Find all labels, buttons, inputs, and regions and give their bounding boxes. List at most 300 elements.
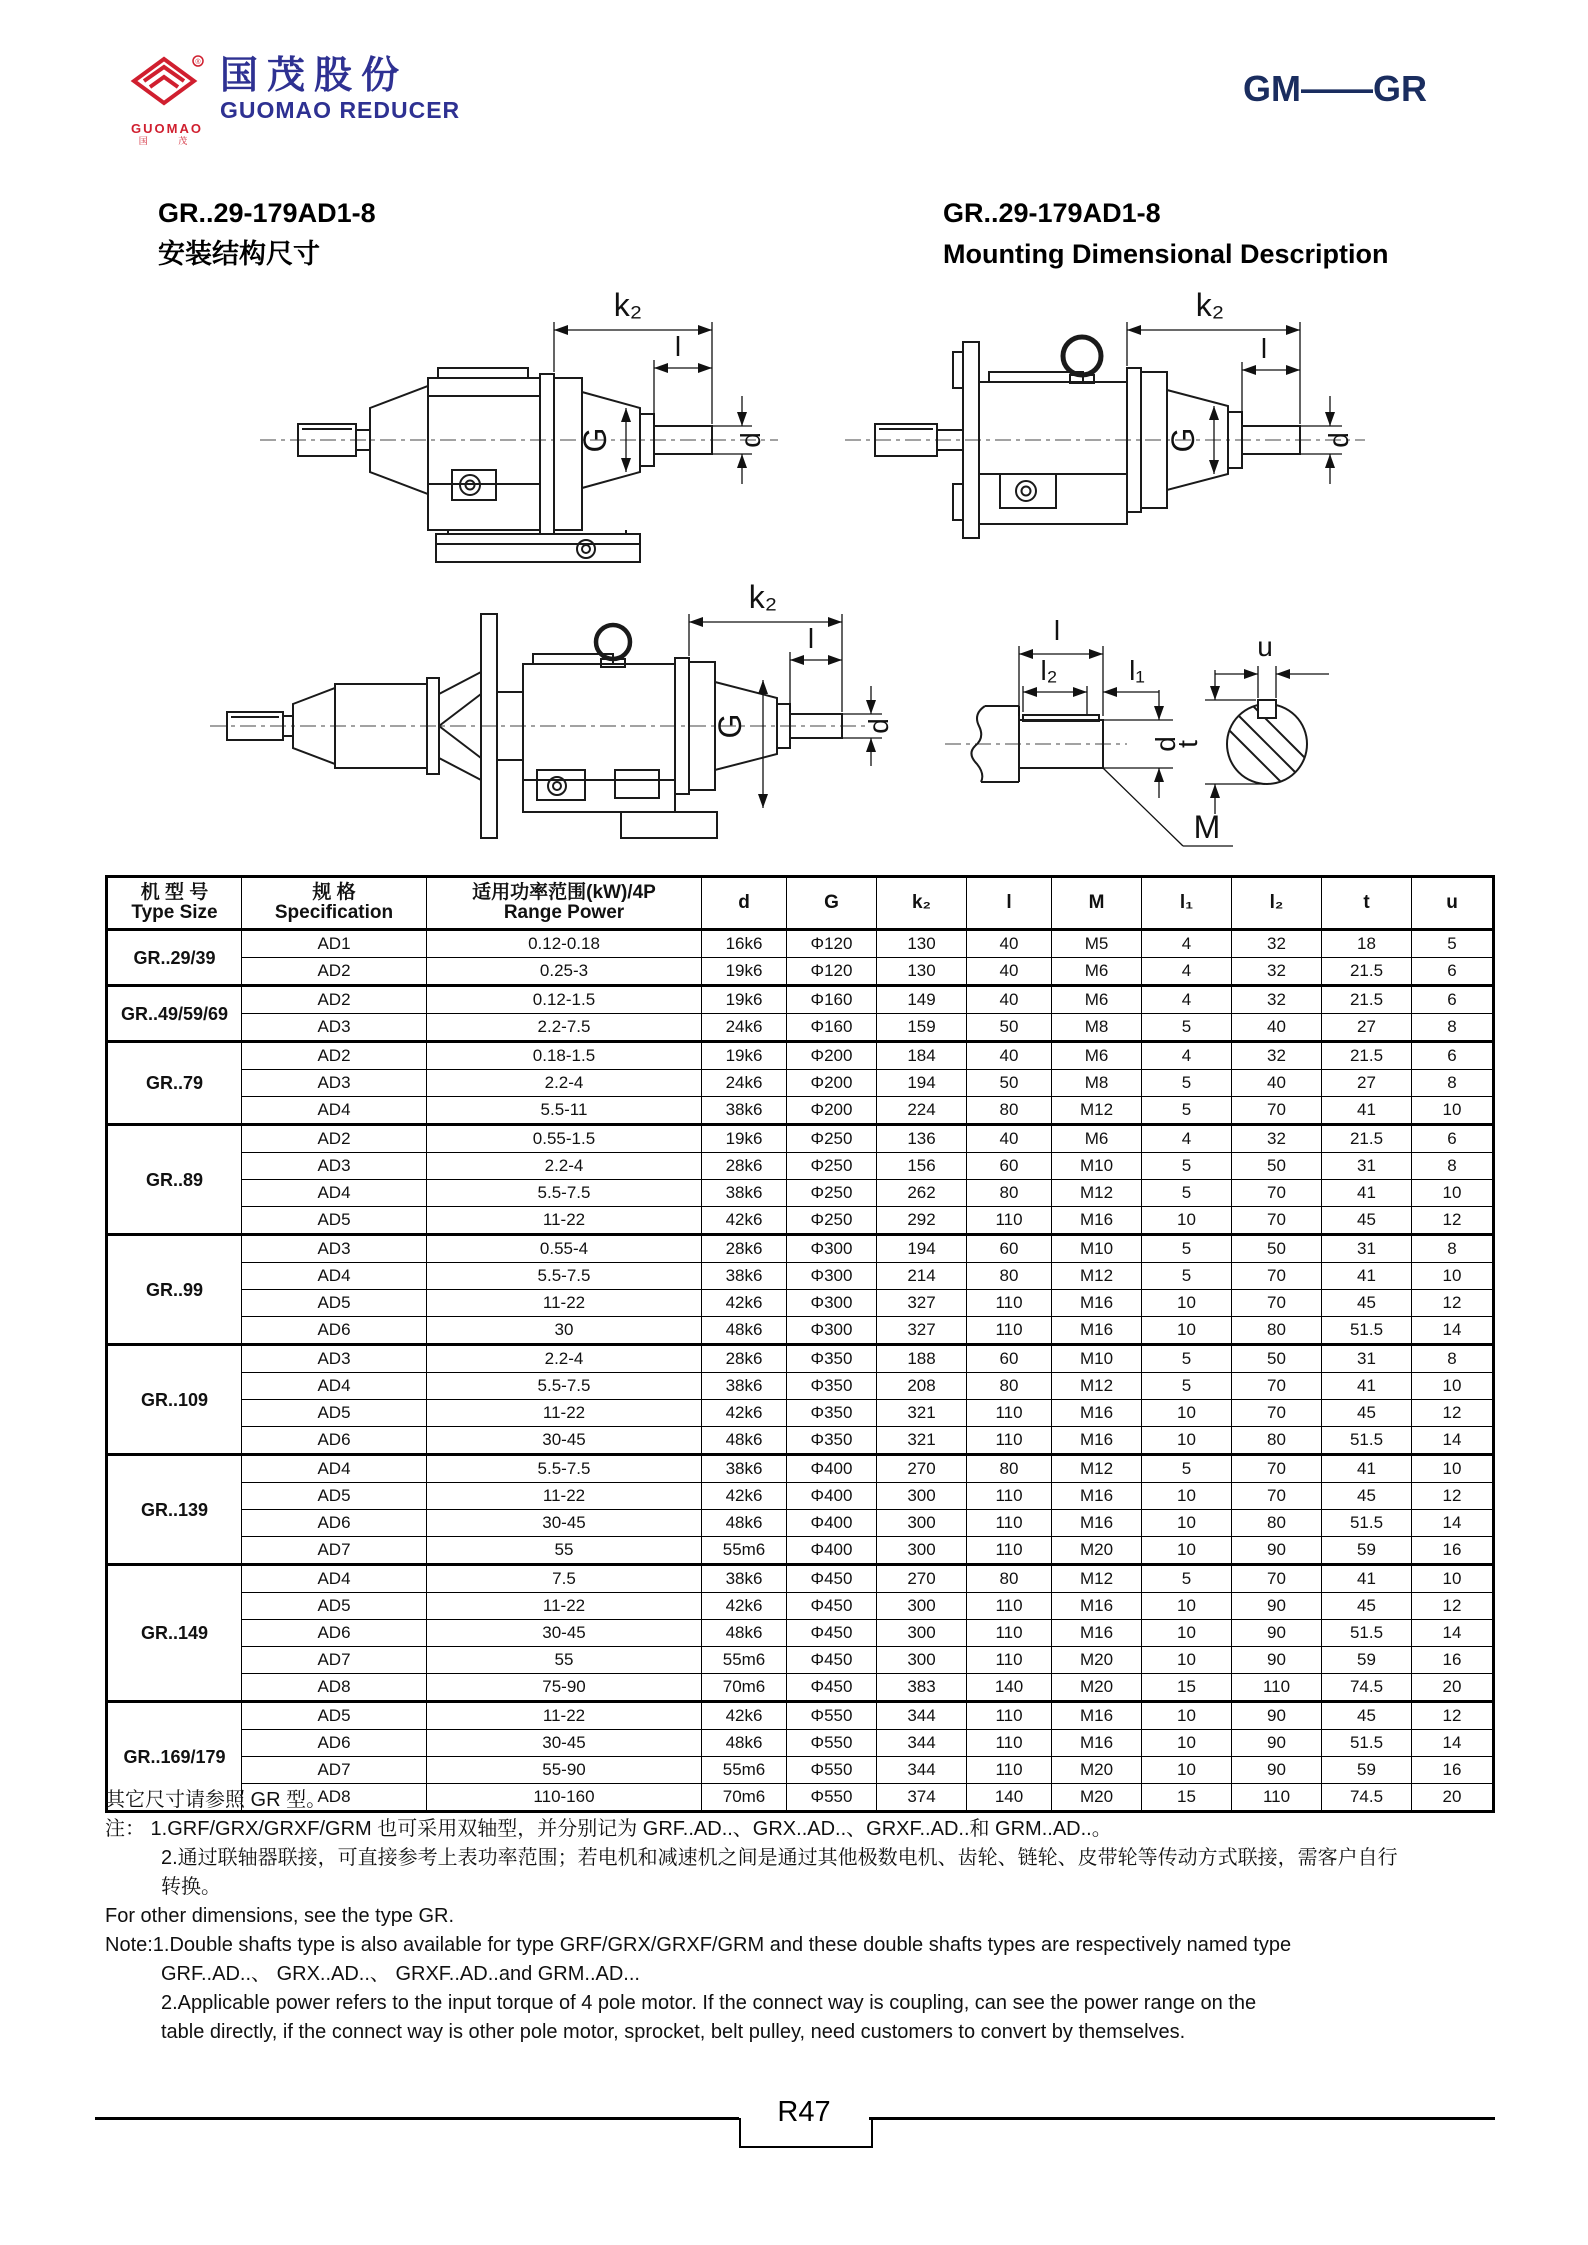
- spec-cell: 292: [877, 1207, 967, 1235]
- spec-cell: 0.55-4: [427, 1235, 702, 1263]
- spec-cell: 40: [1232, 1014, 1322, 1042]
- spec-cell: 21.5: [1322, 958, 1412, 986]
- spec-cell: Φ550: [787, 1757, 877, 1784]
- spec-cell: 51.5: [1322, 1620, 1412, 1647]
- spec-cell: 55m6: [702, 1537, 787, 1565]
- spec-cell: M20: [1052, 1537, 1142, 1565]
- spec-cell: 5.5-11: [427, 1097, 702, 1125]
- spec-cell: 80: [967, 1097, 1052, 1125]
- company-logo: [128, 55, 460, 147]
- spec-cell: AD6: [242, 1620, 427, 1647]
- spec-cell: 4: [1142, 1125, 1232, 1153]
- spec-cell: 4: [1142, 930, 1232, 958]
- spec-cell: 50: [1232, 1345, 1322, 1373]
- spec-cell: Φ300: [787, 1317, 877, 1345]
- dim-label-l: l: [674, 331, 682, 362]
- spec-cell: 20: [1412, 1784, 1494, 1812]
- spec-cell: M8: [1052, 1070, 1142, 1097]
- spec-cell: 19k6: [702, 958, 787, 986]
- type-size-cell: GR..99: [107, 1235, 242, 1345]
- spec-cell: Φ450: [787, 1620, 877, 1647]
- spec-cell: 5.5-7.5: [427, 1263, 702, 1290]
- table-row: [107, 930, 1494, 958]
- spec-cell: 80: [1232, 1317, 1322, 1345]
- table-row: [107, 1455, 1494, 1483]
- spec-cell: 32: [1232, 986, 1322, 1014]
- spec-cell: M12: [1052, 1455, 1142, 1483]
- spec-cell: 19k6: [702, 1042, 787, 1070]
- spec-cell: 8: [1412, 1235, 1494, 1263]
- spec-cell: 10: [1142, 1730, 1232, 1757]
- spec-cell: 194: [877, 1070, 967, 1097]
- spec-cell: 10: [1142, 1427, 1232, 1455]
- spec-cell: 156: [877, 1153, 967, 1180]
- spec-cell: 59: [1322, 1647, 1412, 1674]
- spec-cell: AD6: [242, 1510, 427, 1537]
- spec-cell: Φ400: [787, 1537, 877, 1565]
- table-row: [107, 1317, 1494, 1345]
- header-d: d: [702, 877, 787, 930]
- spec-cell: 136: [877, 1125, 967, 1153]
- spec-cell: 60: [967, 1235, 1052, 1263]
- spec-cell: 140: [967, 1784, 1052, 1812]
- spec-cell: Φ400: [787, 1510, 877, 1537]
- spec-cell: 16: [1412, 1537, 1494, 1565]
- spec-cell: M6: [1052, 986, 1142, 1014]
- spec-cell: Φ400: [787, 1483, 877, 1510]
- spec-cell: AD2: [242, 1125, 427, 1153]
- spec-cell: 75-90: [427, 1674, 702, 1702]
- spec-cell: 10: [1412, 1263, 1494, 1290]
- spec-cell: 327: [877, 1317, 967, 1345]
- table-row: [107, 1483, 1494, 1510]
- spec-cell: 41: [1322, 1565, 1412, 1593]
- spec-cell: 10: [1412, 1455, 1494, 1483]
- spec-cell: 10: [1142, 1757, 1232, 1784]
- type-size-cell: GR..79: [107, 1042, 242, 1125]
- spec-cell: 16: [1412, 1757, 1494, 1784]
- spec-cell: 10: [1142, 1510, 1232, 1537]
- type-size-cell: GR..149: [107, 1565, 242, 1702]
- spec-cell: 45: [1322, 1290, 1412, 1317]
- spec-cell: 32: [1232, 1125, 1322, 1153]
- spec-cell: 208: [877, 1373, 967, 1400]
- spec-cell: 15: [1142, 1674, 1232, 1702]
- title-left-model: GR..29-179AD1-8: [158, 198, 376, 228]
- spec-cell: 110: [967, 1620, 1052, 1647]
- header-l: l: [967, 877, 1052, 930]
- spec-cell: 70: [1232, 1263, 1322, 1290]
- spec-cell: AD4: [242, 1455, 427, 1483]
- note-line: 2.通过联轴器联接，可直接参考上表功率范围；若电机和减速机之间是通过其他极数电机、齿轮、链轮、皮带轮等传动方式联接，需客户自行: [161, 1847, 1398, 1869]
- note-line: 其它尺寸请参照 GR 型。: [105, 1789, 327, 1811]
- header-l1: l₁: [1142, 877, 1232, 930]
- spec-cell: M20: [1052, 1784, 1142, 1812]
- table-row: [107, 1263, 1494, 1290]
- logo-mark: [128, 55, 206, 147]
- spec-cell: 38k6: [702, 1097, 787, 1125]
- spec-cell: M16: [1052, 1702, 1142, 1730]
- spec-cell: AD6: [242, 1427, 427, 1455]
- spec-cell: 8: [1412, 1345, 1494, 1373]
- spec-cell: 38k6: [702, 1455, 787, 1483]
- spec-cell: 51.5: [1322, 1510, 1412, 1537]
- spec-cell: 110: [1232, 1674, 1322, 1702]
- spec-cell: 59: [1322, 1537, 1412, 1565]
- page-footer: [95, 2096, 1495, 2156]
- dim-label-t: t: [1172, 740, 1203, 748]
- title-right: [943, 193, 1389, 275]
- spec-cell: 374: [877, 1784, 967, 1812]
- table-row: [107, 1730, 1494, 1757]
- header-M: M: [1052, 877, 1142, 930]
- spec-cell: 10: [1412, 1373, 1494, 1400]
- spec-cell: 5: [1142, 1373, 1232, 1400]
- spec-cell: M16: [1052, 1510, 1142, 1537]
- spec-cell: AD3: [242, 1070, 427, 1097]
- spec-cell: 327: [877, 1290, 967, 1317]
- spec-cell: 344: [877, 1757, 967, 1784]
- spec-cell: AD7: [242, 1757, 427, 1784]
- spec-cell: 80: [967, 1180, 1052, 1207]
- spec-cell: M20: [1052, 1674, 1142, 1702]
- title-left-subtitle: 安装结构尺寸: [158, 239, 320, 269]
- spec-cell: 10: [1142, 1702, 1232, 1730]
- spec-cell: 12: [1412, 1593, 1494, 1620]
- spec-cell: Φ250: [787, 1125, 877, 1153]
- spec-cell: 40: [967, 958, 1052, 986]
- spec-cell: 55: [427, 1537, 702, 1565]
- spec-cell: 8: [1412, 1153, 1494, 1180]
- spec-cell: 110: [967, 1290, 1052, 1317]
- spec-cell: 110: [1232, 1784, 1322, 1812]
- dim-label-k2: k₂: [1195, 287, 1225, 323]
- spec-cell: 16k6: [702, 930, 787, 958]
- spec-cell: 12: [1412, 1702, 1494, 1730]
- spec-cell: 10: [1142, 1647, 1232, 1674]
- spec-cell: 74.5: [1322, 1674, 1412, 1702]
- spec-cell: 11-22: [427, 1593, 702, 1620]
- spec-cell: 55-90: [427, 1757, 702, 1784]
- spec-cell: 0.25-3: [427, 958, 702, 986]
- spec-cell: 60: [967, 1153, 1052, 1180]
- header-k2: k₂: [877, 877, 967, 930]
- spec-cell: 321: [877, 1400, 967, 1427]
- spec-cell: AD6: [242, 1317, 427, 1345]
- logo-text-en: GUOMAO: [131, 121, 203, 136]
- spec-cell: Φ200: [787, 1097, 877, 1125]
- table-row: [107, 1097, 1494, 1125]
- drawing-foot-mounted-reducer: [230, 278, 790, 588]
- spec-cell: 5.5-7.5: [427, 1373, 702, 1400]
- spec-cell: Φ120: [787, 930, 877, 958]
- drawing-double-stage-reducer: [185, 574, 895, 874]
- dim-label-d: d: [863, 718, 894, 734]
- spec-cell: 41: [1322, 1097, 1412, 1125]
- spec-cell: 194: [877, 1235, 967, 1263]
- spec-cell: Φ350: [787, 1345, 877, 1373]
- spec-cell: 32: [1232, 958, 1322, 986]
- spec-cell: 10: [1142, 1593, 1232, 1620]
- spec-cell: 14: [1412, 1427, 1494, 1455]
- spec-cell: Φ250: [787, 1180, 877, 1207]
- spec-cell: 32: [1232, 930, 1322, 958]
- spec-cell: 27: [1322, 1070, 1412, 1097]
- spec-cell: 5: [1142, 1153, 1232, 1180]
- technical-drawings: [0, 278, 1588, 878]
- spec-cell: 110: [967, 1757, 1052, 1784]
- spec-cell: M20: [1052, 1757, 1142, 1784]
- spec-cell: 41: [1322, 1263, 1412, 1290]
- spec-cell: 24k6: [702, 1014, 787, 1042]
- note-line: 转换。: [161, 1876, 221, 1898]
- spec-cell: AD7: [242, 1647, 427, 1674]
- spec-cell: 41: [1322, 1180, 1412, 1207]
- table-header-row: [107, 877, 1494, 930]
- spec-cell: 10: [1142, 1317, 1232, 1345]
- spec-cell: 55: [427, 1647, 702, 1674]
- spec-cell: Φ200: [787, 1070, 877, 1097]
- spec-cell: 48k6: [702, 1730, 787, 1757]
- dim-label-u: u: [1257, 631, 1273, 662]
- spec-cell: Φ350: [787, 1427, 877, 1455]
- table-row: [107, 1373, 1494, 1400]
- spec-cell: 16: [1412, 1647, 1494, 1674]
- spec-cell: 45: [1322, 1593, 1412, 1620]
- spec-cell: M16: [1052, 1620, 1142, 1647]
- spec-cell: 70: [1232, 1290, 1322, 1317]
- spec-cell: 40: [967, 1125, 1052, 1153]
- dim-label-l: l: [1053, 615, 1061, 646]
- table-row: [107, 1125, 1494, 1153]
- spec-cell: 8: [1412, 1070, 1494, 1097]
- spec-cell: 70: [1232, 1207, 1322, 1235]
- table-row: [107, 1565, 1494, 1593]
- spec-cell: 40: [967, 1042, 1052, 1070]
- spec-cell: 90: [1232, 1757, 1322, 1784]
- spec-cell: 344: [877, 1730, 967, 1757]
- dim-label-k2: k₂: [748, 579, 778, 615]
- spec-cell: 159: [877, 1014, 967, 1042]
- table-row: [107, 1235, 1494, 1263]
- spec-cell: AD3: [242, 1345, 427, 1373]
- spec-cell: 55m6: [702, 1757, 787, 1784]
- table-row: [107, 1180, 1494, 1207]
- spec-cell: 5: [1142, 1014, 1232, 1042]
- brand-name-zh: 国茂股份: [220, 55, 409, 97]
- spec-cell: 10: [1142, 1400, 1232, 1427]
- spec-cell: 30-45: [427, 1510, 702, 1537]
- spec-cell: Φ450: [787, 1565, 877, 1593]
- spec-cell: 70m6: [702, 1674, 787, 1702]
- type-size-cell: GR..89: [107, 1125, 242, 1235]
- logo-text-zh: 国 茂: [138, 136, 202, 146]
- spec-cell: Φ160: [787, 986, 877, 1014]
- spec-cell: 300: [877, 1620, 967, 1647]
- spec-cell: 5: [1142, 1097, 1232, 1125]
- spec-cell: 38k6: [702, 1180, 787, 1207]
- spec-cell: 38k6: [702, 1373, 787, 1400]
- mounting-dimensions-table: [105, 875, 1495, 1813]
- note-line: table directly, if the connect way is other pole motor, sprocket, belt pulley, need customers to convert by themselves.: [161, 2021, 1186, 2043]
- spec-cell: 12: [1412, 1207, 1494, 1235]
- dim-label-l: l: [807, 623, 815, 654]
- spec-cell: 270: [877, 1565, 967, 1593]
- spec-cell: AD5: [242, 1702, 427, 1730]
- spec-cell: 2.2-4: [427, 1345, 702, 1373]
- type-size-cell: GR..139: [107, 1455, 242, 1565]
- spec-cell: 188: [877, 1345, 967, 1373]
- header-l2: l₂: [1232, 877, 1322, 930]
- header-t: t: [1322, 877, 1412, 930]
- spec-cell: 31: [1322, 1345, 1412, 1373]
- spec-cell: 6: [1412, 986, 1494, 1014]
- spec-cell: Φ450: [787, 1674, 877, 1702]
- spec-cell: Φ450: [787, 1647, 877, 1674]
- spec-cell: 300: [877, 1510, 967, 1537]
- spec-cell: 90: [1232, 1730, 1322, 1757]
- spec-cell: 11-22: [427, 1207, 702, 1235]
- spec-cell: 6: [1412, 1042, 1494, 1070]
- spec-cell: 321: [877, 1427, 967, 1455]
- spec-cell: Φ250: [787, 1207, 877, 1235]
- spec-cell: 110: [967, 1207, 1052, 1235]
- spec-cell: M5: [1052, 930, 1142, 958]
- spec-cell: 11-22: [427, 1483, 702, 1510]
- guomao-diamond-icon: [128, 55, 206, 117]
- spec-cell: 7.5: [427, 1565, 702, 1593]
- spec-cell: AD2: [242, 958, 427, 986]
- notes: [105, 1786, 1505, 2047]
- spec-cell: 31: [1322, 1235, 1412, 1263]
- spec-cell: 5: [1412, 930, 1494, 958]
- series-code: GM——GR: [1243, 68, 1427, 109]
- dim-label-d: d: [1323, 432, 1354, 448]
- spec-cell: 11-22: [427, 1290, 702, 1317]
- type-size-cell: GR..49/59/69: [107, 986, 242, 1042]
- spec-cell: Φ450: [787, 1593, 877, 1620]
- table-row: [107, 1757, 1494, 1784]
- spec-cell: 383: [877, 1674, 967, 1702]
- spec-cell: Φ550: [787, 1784, 877, 1812]
- table-row: [107, 1290, 1494, 1317]
- spec-cell: AD7: [242, 1537, 427, 1565]
- spec-cell: 80: [1232, 1510, 1322, 1537]
- table-row: [107, 986, 1494, 1014]
- table-row: [107, 1620, 1494, 1647]
- spec-cell: 59: [1322, 1757, 1412, 1784]
- note-line: Note:1.Double shafts type is also available for type GRF/GRX/GRXF/GRM and these double shafts types are respectively named type: [105, 1934, 1292, 1956]
- spec-cell: 10: [1142, 1290, 1232, 1317]
- spec-cell: 41: [1322, 1455, 1412, 1483]
- spec-cell: Φ350: [787, 1373, 877, 1400]
- spec-cell: 74.5: [1322, 1784, 1412, 1812]
- spec-table-body: [107, 930, 1494, 1812]
- header-G: G: [787, 877, 877, 930]
- spec-cell: 70: [1232, 1180, 1322, 1207]
- spec-cell: 110-160: [427, 1784, 702, 1812]
- spec-cell: AD4: [242, 1097, 427, 1125]
- spec-cell: 110: [967, 1427, 1052, 1455]
- table-row: [107, 1702, 1494, 1730]
- table-row: [107, 1070, 1494, 1097]
- spec-cell: AD5: [242, 1400, 427, 1427]
- spec-cell: 48k6: [702, 1620, 787, 1647]
- spec-cell: 5.5-7.5: [427, 1455, 702, 1483]
- spec-cell: 38k6: [702, 1565, 787, 1593]
- spec-cell: 344: [877, 1702, 967, 1730]
- note-line: 注： 1.GRF/GRX/GRXF/GRM 也可采用双轴型，并分别记为 GRF..AD..、GRX..AD..、GRXF..AD..和 GRM..AD..。: [105, 1818, 1112, 1840]
- spec-cell: 42k6: [702, 1400, 787, 1427]
- spec-cell: 11-22: [427, 1702, 702, 1730]
- spec-cell: 60: [967, 1345, 1052, 1373]
- spec-cell: 55m6: [702, 1647, 787, 1674]
- spec-cell: 0.18-1.5: [427, 1042, 702, 1070]
- spec-cell: 19k6: [702, 986, 787, 1014]
- table-row: [107, 1400, 1494, 1427]
- dim-label-l: l: [1260, 333, 1268, 364]
- note-line: GRF..AD..、 GRX..AD..、 GRXF..AD..and GRM..AD...: [161, 1963, 640, 1985]
- spec-cell: AD8: [242, 1674, 427, 1702]
- dim-label-d: d: [735, 432, 766, 448]
- spec-cell: 80: [967, 1565, 1052, 1593]
- spec-cell: 300: [877, 1483, 967, 1510]
- spec-cell: 6: [1412, 1125, 1494, 1153]
- spec-cell: 130: [877, 958, 967, 986]
- spec-cell: 110: [967, 1317, 1052, 1345]
- spec-cell: 110: [967, 1537, 1052, 1565]
- spec-cell: 24k6: [702, 1070, 787, 1097]
- spec-cell: 50: [1232, 1153, 1322, 1180]
- spec-cell: 110: [967, 1702, 1052, 1730]
- spec-cell: M16: [1052, 1400, 1142, 1427]
- spec-cell: M12: [1052, 1263, 1142, 1290]
- spec-cell: 48k6: [702, 1510, 787, 1537]
- spec-cell: AD3: [242, 1235, 427, 1263]
- spec-cell: 11-22: [427, 1400, 702, 1427]
- spec-cell: 70m6: [702, 1784, 787, 1812]
- dim-label-G: G: [577, 427, 613, 453]
- spec-cell: 2.2-4: [427, 1153, 702, 1180]
- spec-cell: AD4: [242, 1373, 427, 1400]
- spec-cell: AD6: [242, 1730, 427, 1757]
- spec-cell: 2.2-4: [427, 1070, 702, 1097]
- table-row: [107, 1537, 1494, 1565]
- spec-cell: M16: [1052, 1593, 1142, 1620]
- spec-cell: AD1: [242, 930, 427, 958]
- spec-cell: 110: [967, 1400, 1052, 1427]
- spec-cell: M12: [1052, 1180, 1142, 1207]
- spec-cell: Φ250: [787, 1153, 877, 1180]
- footer-rule-left: [95, 2117, 739, 2120]
- spec-cell: AD8: [242, 1784, 427, 1812]
- spec-cell: 149: [877, 986, 967, 1014]
- spec-cell: 45: [1322, 1702, 1412, 1730]
- spec-cell: 14: [1412, 1510, 1494, 1537]
- spec-cell: 10: [1142, 1483, 1232, 1510]
- dim-label-M: M: [1193, 809, 1221, 845]
- spec-cell: M12: [1052, 1565, 1142, 1593]
- spec-cell: 8: [1412, 1014, 1494, 1042]
- table-row: [107, 1345, 1494, 1373]
- dim-label-G: G: [1165, 427, 1201, 453]
- spec-cell: 90: [1232, 1620, 1322, 1647]
- spec-cell: Φ350: [787, 1400, 877, 1427]
- spec-cell: M16: [1052, 1290, 1142, 1317]
- spec-cell: 50: [967, 1014, 1052, 1042]
- spec-cell: 10: [1412, 1180, 1494, 1207]
- spec-cell: 48k6: [702, 1427, 787, 1455]
